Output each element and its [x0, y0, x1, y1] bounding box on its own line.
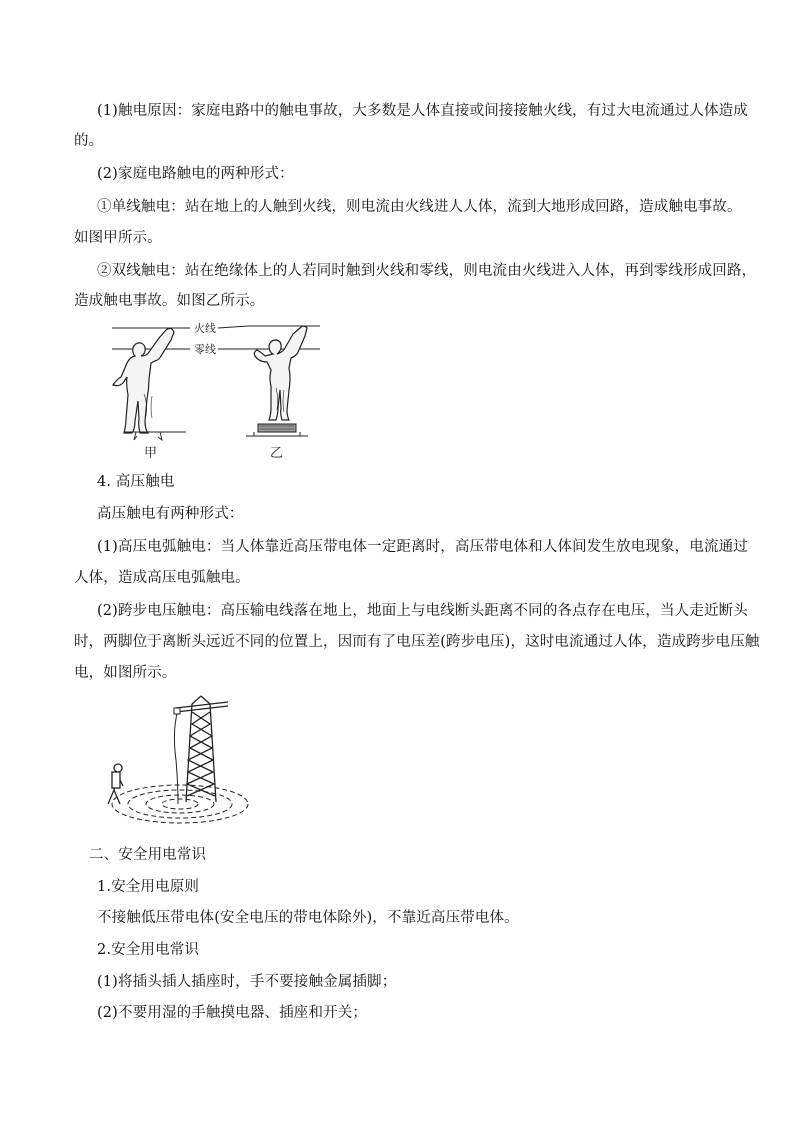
- live-wire-label: 火线: [194, 322, 216, 335]
- paragraph-safety-principle: 不接触低压带电体(安全电压的带电体除外)，不靠近高压带电体。: [97, 910, 519, 926]
- paragraph-arc-shock: (1)高压电弧触电：当人体靠近高压带电体一定距离时，高压带电体和人体间发生放电现象，电流通过: [97, 539, 748, 555]
- insulator-stool: [258, 424, 296, 432]
- paragraph-arc-shock-cont: 人体，造成高压电弧触电。: [74, 570, 250, 586]
- paragraph-hv-forms: 高压触电有两种形式：: [97, 506, 244, 522]
- paragraph-single-wire: ①单线触电：站在地上的人触到火线，则电流由火线进人人体，流到大地形成回路，造成触电事故。: [97, 199, 742, 215]
- paragraph-wet-hands-rule: (2)不要用湿的手触摸电器、插座和开关；: [97, 1005, 368, 1021]
- figure-caption-a: 甲: [144, 446, 158, 461]
- subheading-safety-knowledge: 2.安全用电常识: [97, 942, 200, 958]
- figure-caption-b: 乙: [270, 446, 284, 461]
- person-b-figure: [254, 326, 307, 420]
- paragraph-step-voltage: (2)跨步电压触电：高压输电线落在地上，地面上与电线断头距离不同的各点存在电压，当人走近断头: [97, 603, 748, 619]
- paragraph-shock-cause: (1)触电原因：家庭电路中的触电事故，大多数是人体直接或间接接触火线，有过大电流通过人体造成: [97, 103, 748, 119]
- paragraph-single-wire-cont: 如图甲所示。: [74, 230, 162, 246]
- paragraph-shock-cause-cont: 的。: [74, 133, 104, 149]
- section-heading-safety: 二、安全用电常识: [89, 847, 207, 863]
- paragraph-two-forms: (2)家庭电路触电的两种形式：: [97, 166, 294, 182]
- paragraph-plug-rule: (1)将插头插人插座时，手不要接触金属插脚；: [97, 974, 397, 990]
- paragraph-double-wire-cont: 造成触电事故。如图乙所示。: [74, 293, 265, 309]
- person-a-figure: [113, 328, 174, 433]
- voltage-rings: [112, 785, 248, 823]
- section-heading-high-voltage: 4. 高压触电: [97, 474, 175, 490]
- paragraph-double-wire: ②双线触电：站在绝缘体上的人若同时触到火线和零线，则电流由火线进入人体，再到零线形成回路，: [97, 263, 757, 279]
- paragraph-step-voltage-cont2: 电，如图所示。: [74, 665, 177, 681]
- figure-step-voltage: [100, 694, 260, 834]
- figure-household-shock: [108, 316, 324, 464]
- neutral-wire-label: 零线: [194, 343, 216, 356]
- subheading-safety-principle: 1.安全用电原则: [97, 879, 200, 895]
- paragraph-step-voltage-cont1: 时，两脚位于离断头远近不同的位置上，因而有了电压差(跨步电压)，这时电流通过人体，造成跨步电压触: [74, 634, 760, 650]
